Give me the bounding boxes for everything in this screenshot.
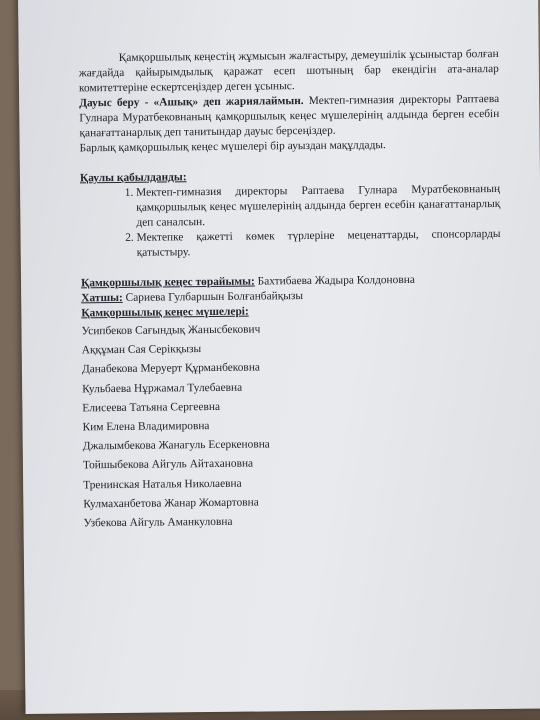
member-item: Ким Елена Владимировна: [82, 419, 210, 434]
member-item: Аққұман Сая Серікқызы: [81, 343, 202, 357]
member-item: Кулмаханбетова Жанар Жомартовна: [83, 496, 259, 511]
intro-paragraph: Қамқоршылық кеңестің жұмысын жалғастыру, демеушілік ұсыныстар болған жағдайда қайырымдылық қаражат есеп шотының бар екендігін ата-аналар комитеттеріне ескертсеңіздер деген ұсыныс.: [78, 47, 499, 95]
vote-text: Мектеп-гимназия директоры Раптаева Гулнара Муратбековнаның қамқоршылық кеңес мүшелерінің алдында берген есебін қанағаттанарлық деп танитындар дауыс берсеңіздер.: [79, 92, 500, 140]
member-item: Кульбаева Нұржамал Тулебаевна: [82, 381, 243, 395]
secretary-name: Сариева Гулбаршын Болғанбайқызы: [125, 290, 304, 304]
decision-item: 2. Мектепке қажетті көмек түрлеріне меценаттарды, спонсорларды қатыстыру.: [137, 227, 501, 261]
vote-method: «Ашық» деп жариялаймын.: [153, 95, 304, 109]
member-item: Узбекова Айгуль Аманкуловна: [83, 515, 233, 530]
secretary-label: Хатшы:: [81, 291, 123, 305]
member-item: Данабекова Меруерт Құрманбековна: [81, 361, 261, 376]
member-item: Джалымбекова Жанагуль Есеркеновна: [82, 438, 270, 453]
decision-list: [80, 182, 501, 261]
member-item: Елисеева Татьяна Сергеевна: [82, 400, 221, 415]
members-heading: [81, 302, 501, 321]
member-item: Тренинская Наталья Николаевна: [83, 477, 242, 491]
decision-item: 1. Мектеп-гимназия директоры Раптаева Гулнара Муратбековнаның қамқоршылық кеңес мүшелерінің алдында берген есебін қанағаттанарлық деп саналсын.: [136, 182, 500, 231]
chair-name: Бахтибаева Жадыра Колдоновна: [257, 273, 415, 288]
chair-label: Қамқоршылық кеңес төрайымы:: [80, 275, 255, 290]
member-item: Тойшыбекова Айгуль Айтахановна: [82, 457, 254, 472]
members-label: Қамқоршылық кеңес мүшелері:: [81, 305, 249, 320]
member-item: Усипбеков Сағындық Жаныcбекович: [81, 323, 261, 338]
decision-heading: Қаулы қабылданды:: [79, 171, 187, 185]
vote-paragraph: [79, 92, 499, 141]
members-list: [81, 320, 503, 531]
vote-label: Дауыс беру -: [79, 96, 149, 110]
document-body: [79, 47, 504, 535]
unanimous-text: Барлық қамқоршылық кеңес мүшелері бір ауыздан мақұлдады.: [79, 139, 386, 155]
document-page: [18, 0, 540, 714]
